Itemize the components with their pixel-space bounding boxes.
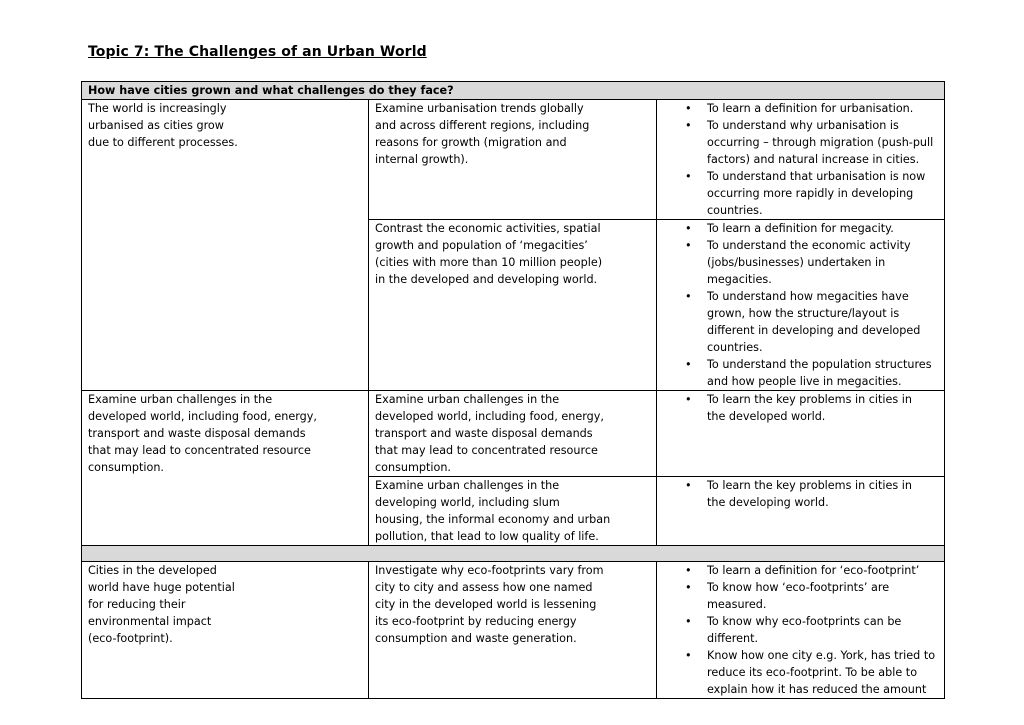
list-item-line: • To learn a definition for urbanisation.: [707, 102, 914, 115]
cell-text-line: for reducing their: [88, 598, 186, 611]
cell-text-line: in the developed and developing world.: [375, 273, 598, 286]
cell-text-line: Cities in the developed: [88, 564, 217, 577]
row1-key-idea: [82, 100, 369, 391]
objectives-list: [663, 100, 938, 219]
list-item-line: different in developing and developed: [707, 324, 921, 337]
list-item-line: occurring more rapidly in developing: [707, 187, 914, 200]
list-item: [663, 100, 938, 117]
cell-text-line: (eco-footprint).: [88, 632, 173, 645]
cell-text-line: The world is increasingly: [88, 102, 227, 115]
cell-text-line: housing, the informal economy and urban: [375, 513, 611, 526]
cell-text-line: developing world, including slum: [375, 496, 560, 509]
list-item-line: reduce its eco-footprint. To be able to: [707, 666, 918, 679]
list-item-line: • To learn a definition for ‘eco-footprint’: [707, 564, 920, 577]
row2-content-b: [369, 477, 657, 546]
cell-text-line: Contrast the economic activities, spatial: [375, 222, 601, 235]
cell-text-line: environmental impact: [88, 615, 212, 628]
list-item-line: • To learn the key problems in cities in: [707, 393, 912, 406]
cell-text-line: developed world, including food, energy,: [88, 410, 317, 423]
list-item-line: • To understand the economic activity: [707, 239, 911, 252]
spec-table: [81, 81, 945, 699]
cell-text-line: city in the developed world is lessening: [375, 598, 597, 611]
table-row: [82, 391, 945, 477]
separator-cell: [82, 546, 945, 562]
list-item-line: • To learn a definition for megacity.: [707, 222, 894, 235]
list-item-line: countries.: [707, 204, 763, 217]
cell-text-line: (cities with more than 10 million people): [375, 256, 603, 269]
list-item: [663, 391, 938, 425]
cell-text-line: growth and population of ‘megacities’: [375, 239, 588, 252]
row2-objectives-a: [657, 391, 945, 477]
table-row: [82, 100, 945, 220]
list-item-line: • To learn the key problems in cities in: [707, 479, 912, 492]
cell-text-line: Examine urban challenges in the: [375, 479, 560, 492]
cell-text-line: Investigate why eco-footprints vary from: [375, 564, 604, 577]
cell-text-line: its eco-footprint by reducing energy: [375, 615, 577, 628]
list-item: [663, 477, 938, 511]
row1-objectives-b: [657, 220, 945, 391]
cell-text-line: pollution, that lead to low quality of life.: [375, 530, 599, 543]
list-item-line: countries.: [707, 341, 763, 354]
row1-content-a: [369, 100, 657, 220]
cell-text-line: consumption.: [375, 461, 451, 474]
list-item-line: explain how it has reduced the amount: [707, 683, 927, 696]
cell-text-line: reasons for growth (migration and: [375, 136, 567, 149]
cell-text-line: world have huge potential: [88, 581, 235, 594]
row2-key-idea: [82, 391, 369, 546]
list-item-line: megacities.: [707, 273, 772, 286]
row3-objectives: [657, 562, 945, 699]
table-header-row: [82, 82, 945, 100]
list-item: [663, 237, 938, 288]
list-item-line: • To understand the population structures: [707, 358, 932, 371]
cell-text-line: Examine urban challenges in the: [375, 393, 560, 406]
table-header: How have cities grown and what challenges do they face?: [82, 82, 945, 100]
list-item-line: • To understand that urbanisation is now: [707, 170, 926, 183]
list-item: [663, 579, 938, 613]
list-item-line: • To understand why urbanisation is: [707, 119, 899, 132]
row2-objectives-b: [657, 477, 945, 546]
list-item: [663, 562, 938, 579]
cell-text-line: Examine urban challenges in the: [88, 393, 273, 406]
row2-content-a: [369, 391, 657, 477]
list-item: [663, 220, 938, 237]
cell-text-line: transport and waste disposal demands: [375, 427, 593, 440]
cell-text-line: that may lead to concentrated resource: [375, 444, 598, 457]
table-row: [82, 562, 945, 699]
cell-text-line: transport and waste disposal demands: [88, 427, 306, 440]
cell-text-line: developed world, including food, energy,: [375, 410, 604, 423]
cell-text-line: consumption.: [88, 461, 164, 474]
list-item: [663, 117, 938, 168]
list-item: [663, 288, 938, 356]
page-title: Topic 7: The Challenges of an Urban World: [88, 44, 427, 60]
list-item-line: • To understand how megacities have: [707, 290, 909, 303]
list-item-line: the developing world.: [707, 496, 829, 509]
list-item: [663, 647, 938, 698]
row3-content: [369, 562, 657, 699]
cell-text-line: internal growth).: [375, 153, 469, 166]
list-item-line: • To know why eco-footprints can be: [707, 615, 902, 628]
row1-objectives-a: [657, 100, 945, 220]
list-item-line: (jobs/businesses) undertaken in: [707, 256, 886, 269]
cell-text-line: due to different processes.: [88, 136, 238, 149]
list-item-line: and how people live in megacities.: [707, 375, 902, 388]
list-item-line: occurring – through migration (push-pull: [707, 136, 934, 149]
list-item-line: • Know how one city e.g. York, has tried to: [707, 649, 936, 662]
row1-content-b: [369, 220, 657, 391]
cell-text-line: consumption and waste generation.: [375, 632, 577, 645]
cell-text-line: city to city and assess how one named: [375, 581, 593, 594]
list-item-line: factors) and natural increase in cities.: [707, 153, 920, 166]
separator-row: [82, 546, 945, 562]
cell-text-line: urbanised as cities grow: [88, 119, 224, 132]
objectives-list: [663, 477, 938, 511]
list-item-line: measured.: [707, 598, 767, 611]
cell-text-line: Examine urbanisation trends globally: [375, 102, 584, 115]
list-item: [663, 356, 938, 390]
objectives-list: [663, 220, 938, 390]
list-item-line: different.: [707, 632, 759, 645]
cell-text-line: and across different regions, including: [375, 119, 590, 132]
list-item-line: the developed world.: [707, 410, 826, 423]
row3-key-idea: [82, 562, 369, 699]
objectives-list: [663, 562, 938, 698]
list-item: [663, 168, 938, 219]
list-item-line: • To know how ‘eco-footprints’ are: [707, 581, 890, 594]
objectives-list: [663, 391, 938, 425]
cell-text-line: that may lead to concentrated resource: [88, 444, 311, 457]
list-item: [663, 613, 938, 647]
list-item-line: grown, how the structure/layout is: [707, 307, 900, 320]
